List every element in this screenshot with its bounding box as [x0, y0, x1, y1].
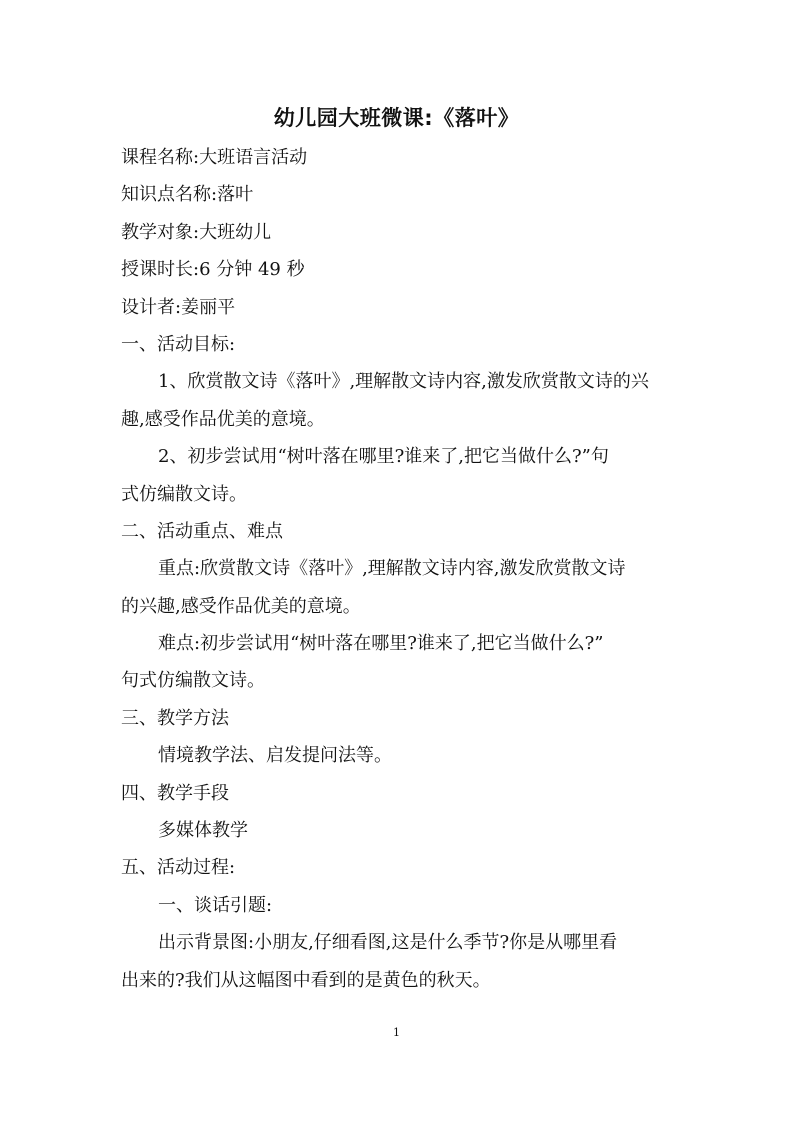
document-body [121, 139, 676, 999]
audience-line: 教学对象:大班幼儿 [121, 221, 272, 243]
section-heading-means: 四、教学手段 [121, 782, 229, 804]
key-point-line-1: 重点:欣赏散文诗《落叶》,理解散文诗内容,激发欣赏散文诗 [158, 558, 626, 580]
section-heading-key-points: 二、活动重点、难点 [121, 520, 283, 542]
document-title: 幼儿园大班微课:《落叶》 [273, 106, 520, 130]
difficulty-line-1: 难点:初步尝试用“树叶落在哪里?谁来了,把它当做什么?” [158, 633, 604, 655]
page-number: 1 [393, 1026, 400, 1039]
process-subheading: 一、谈话引题: [158, 894, 273, 916]
goal-2-line-1: 2、初步尝试用“树叶落在哪里?谁来了,把它当做什么?”句 [158, 446, 609, 468]
methods-text: 情境教学法、启发提问法等。 [158, 745, 392, 767]
goal-1-line-2: 趣,感受作品优美的意境。 [121, 408, 325, 430]
means-text: 多媒体教学 [158, 820, 248, 842]
designer-line: 设计者:姜丽平 [121, 296, 236, 318]
duration-line: 授课时长:6 分钟 49 秒 [121, 259, 305, 281]
course-name-line: 课程名称:大班语言活动 [121, 147, 308, 168]
process-paragraph-line-1: 出示背景图:小朋友,仔细看图,这是什么季节?你是从哪里看 [158, 932, 618, 954]
difficulty-line-2: 句式仿编散文诗。 [121, 670, 265, 692]
key-point-line-2: 的兴趣,感受作品优美的意境。 [121, 595, 361, 617]
section-heading-process: 五、活动过程: [121, 857, 236, 879]
section-heading-methods: 三、教学方法 [121, 707, 229, 729]
process-paragraph-line-2: 出来的?我们从这幅图中看到的是黄色的秋天。 [121, 969, 491, 991]
knowledge-point-line: 知识点名称:落叶 [121, 184, 254, 206]
goal-2-line-2: 式仿编散文诗。 [121, 483, 247, 505]
section-heading-goals: 一、活动目标: [121, 333, 236, 355]
goal-1-line-1: 1、欣赏散文诗《落叶》,理解散文诗内容,激发欣赏散文诗的兴 [158, 371, 649, 393]
